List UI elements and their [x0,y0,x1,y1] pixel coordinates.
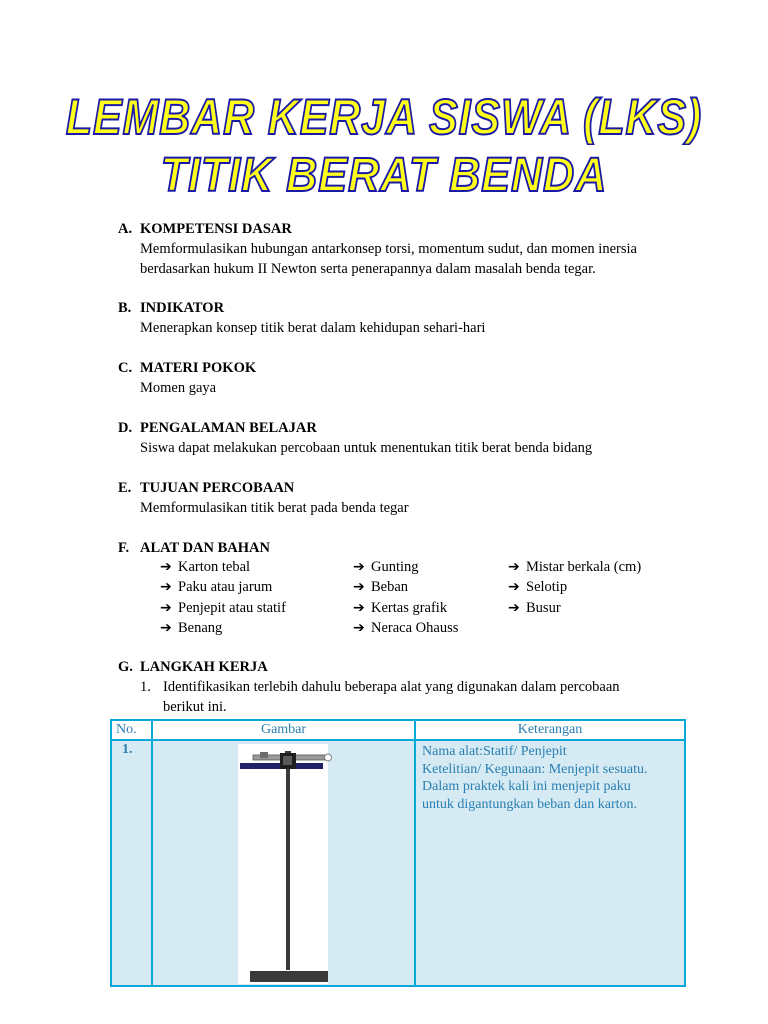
section-letter: E. [118,480,132,496]
list-item: ➔ Gunting [353,557,533,577]
table-header-row [111,720,685,740]
row-number: 1. [111,740,152,986]
list-item: ➔ Paku atau jarum [160,577,340,597]
section-body: Memformulasikan hubungan antarkonsep torsi, momentum sudut, dan momen inersia berdasarkan hukum II Newton serta penerapannya dalam masalah benda tegar. [140,241,637,277]
list-item: ➔ Karton tebal [160,557,340,577]
column-header-no: No. [111,720,152,740]
section-heading: LANGKAH KERJA [140,659,268,675]
list-item: ➔ Kertas grafik [353,598,533,618]
tools-column-1 [160,557,340,638]
keterangan-line: Nama alat:Statif/ Penjepit [422,744,567,759]
list-item: ➔ Beban [353,577,533,597]
step-item [140,677,660,717]
section-tujuan-percobaan [118,478,678,518]
list-item: ➔ Selotip [508,577,688,597]
section-heading: PENGALAMAN BELAJAR [140,420,317,436]
list-item: ➔ Mistar berkala (cm) [508,557,688,577]
section-kompetensi-dasar [118,219,678,279]
section-letter: G. [118,659,133,675]
section-body: Menerapkan konsep titik berat dalam kehidupan sehari-hari [140,320,486,336]
table-row [111,740,685,986]
section-indikator [118,298,678,338]
section-letter: F. [118,540,130,556]
list-item: ➔ Busur [508,598,688,618]
section-alat-dan-bahan [118,538,678,558]
arrow-right-icon: ➔ [160,579,172,596]
arrow-right-icon: ➔ [160,559,172,575]
tools-column-3 [508,557,688,618]
tools-column-2 [353,557,533,638]
keterangan-cell [415,740,685,986]
tools-table [110,719,686,987]
step-text: Identifikasikan terlebih dahulu beberapa alat yang digunakan dalam percobaan berikut ini. [163,679,620,715]
section-heading: TUJUAN PERCOBAAN [140,480,295,496]
section-body: Memformulasikan titik berat pada benda tegar [140,500,409,516]
section-materi-pokok [118,358,678,398]
keterangan-line: Dalam praktek kali ini menjepit paku [422,779,631,794]
section-heading: MATERI POKOK [140,360,257,376]
arrow-right-icon: ➔ [160,599,172,616]
section-letter: D. [118,420,133,436]
arrow-right-icon: ➔ [508,559,520,575]
arrow-right-icon: ➔ [508,579,520,596]
keterangan-line: Ketelitian/ Kegunaan: Menjepit sesuatu. [422,761,648,777]
list-item: ➔ Benang [160,618,340,638]
section-body: Momen gaya [140,380,217,396]
arrow-right-icon: ➔ [353,579,365,596]
arrow-right-icon: ➔ [353,599,365,616]
section-heading: KOMPETENSI DASAR [140,221,292,237]
title-line-2: TITIK BERAT BENDA [160,149,608,202]
column-header-keterangan: Keterangan [415,720,685,740]
section-langkah-kerja [118,657,678,677]
arrow-right-icon: ➔ [353,559,365,575]
list-item: ➔ Neraca Ohauss [353,618,533,638]
section-heading: INDIKATOR [140,300,225,316]
arrow-right-icon: ➔ [508,599,520,616]
section-letter: C. [118,360,133,376]
arrow-right-icon: ➔ [160,619,172,636]
title-line-1: LEMBAR KERJA SISWA (LKS) [65,89,703,145]
column-header-gambar: Gambar [152,720,415,740]
section-letter: B. [118,300,132,316]
section-body: Siswa dapat melakukan percobaan untuk menentukan titik berat benda bidang [140,440,593,456]
image-cell [152,740,415,986]
keterangan-line: untuk digantungkan beban dan karton. [422,796,638,812]
section-letter: A. [118,221,133,237]
arrow-right-icon: ➔ [353,619,365,636]
statif-clamp-stand-image [153,741,414,985]
list-item: ➔ Penjepit atau statif [160,598,340,618]
section-heading: ALAT DAN BAHAN [140,540,270,556]
section-pengalaman-belajar [118,418,678,458]
step-number: 1. [140,679,151,695]
